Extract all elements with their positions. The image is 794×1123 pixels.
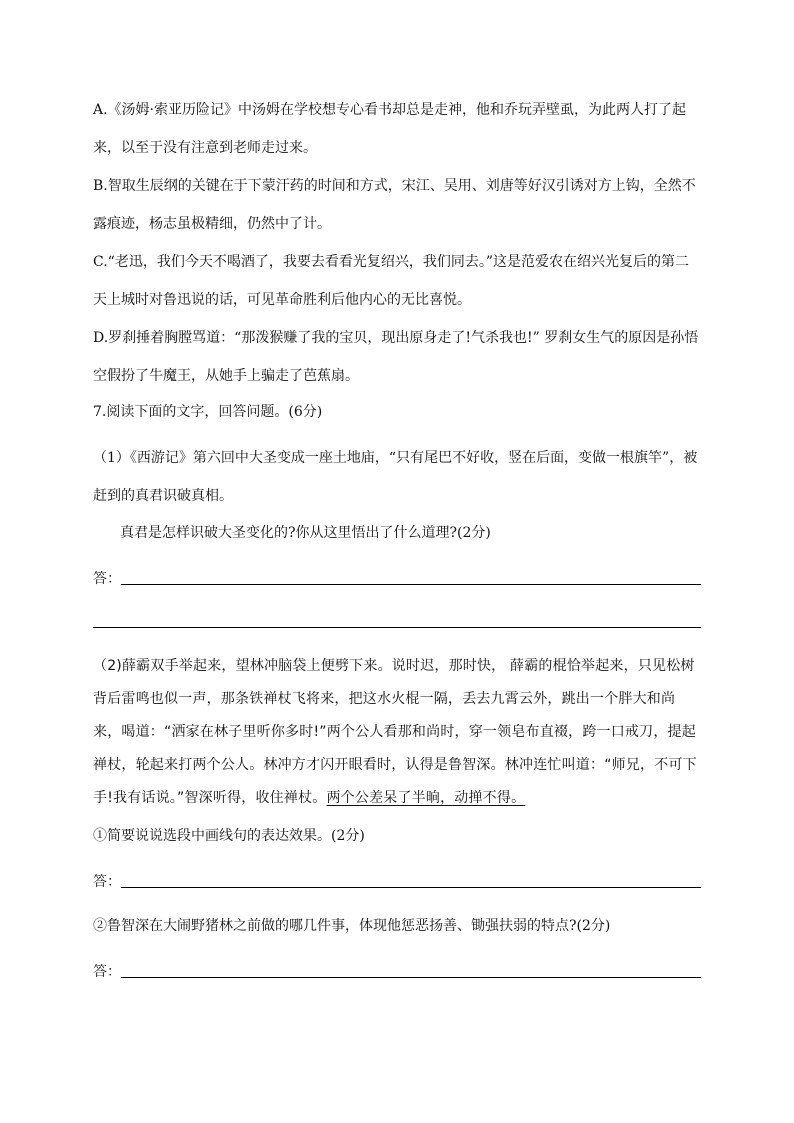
q7-part2-answer-2-field[interactable] xyxy=(93,962,701,982)
passage-text: （2)薛霸双手举起来，望林冲脑袋上便劈下来。说时迟，那时快， 薛霸的棍恰举起来，只见松树背后雷鸣也似一声，那条铁禅杖飞将来，把这水火棍一隔，丢去九霄云外，跳出一个胖大和尚来，喝道：“洒家在林子里听你多时!”两个公人看那和尚时，穿一领皂布直裰，跨一口戒刀，提起禅杖，轮起来打两个公人。林冲方才闪开眼看时，认得是鲁智深。林冲连忙叫道：“师兄，不可下手!我有话说。”智深听得，收住禅杖。 xyxy=(93,658,697,806)
answer-line xyxy=(121,977,701,978)
q7-part1-answer-field[interactable] xyxy=(93,569,701,589)
answer-line xyxy=(121,887,701,888)
option-b: B.智取生辰纲的关键在于下蒙汗药的时间和方式，宋江、吴用、刘唐等好汉引诱对方上钩，全然不露痕迹，杨志虽极精细，仍然中了计。 xyxy=(93,178,696,232)
answer-line xyxy=(121,584,701,585)
option-d: D.罗刹捶着胸膛骂道：“那泼猴赚了我的宝贝，现出原身走了!气杀我也!” 罗刹女生气的原因是孙悟空假扮了牛魔王，从她手上骗走了芭蕉扇。 xyxy=(93,330,699,384)
answer-label: 答： xyxy=(93,874,121,890)
q7-part1-answer-line-2[interactable] xyxy=(93,627,701,628)
answer-label: 答： xyxy=(93,964,121,980)
q7-part2-question-2: ②鲁智深在大闹野猪林之前做的哪几件事，体现他惩恶扬善、锄强扶弱的特点?(2分) xyxy=(93,918,611,934)
option-c: C.“老迅，我们今天不喝酒了，我要去看看光复绍兴，我们同去。”这是范爱农在绍兴光复后的第二天上城时对鲁迅说的话，可见革命胜利后他内心的无比喜悦。 xyxy=(93,254,689,308)
q7-part2-answer-1-field[interactable] xyxy=(93,872,701,892)
question-7-title: 7.阅读下面的文字，回答问题。(6分) xyxy=(93,404,323,420)
q7-part2-question-1: ①简要说说选段中画线句的表达效果。(2分) xyxy=(93,828,365,844)
underlined-sentence: 两个公差呆了半晌，动掸不得。 xyxy=(326,790,526,806)
q7-part1-question: 真君是怎样识破大圣变化的?你从这里悟出了什么道理?(2分) xyxy=(120,525,491,541)
q7-part2-passage xyxy=(93,650,701,815)
answer-label: 答： xyxy=(93,571,121,587)
q7-part1-passage: （1）《西游记》第六回中大圣变成一座土地庙，“只有尾巴不好收，竖在后面，变做一根旗竿”，被赶到的真君识破真相。 xyxy=(93,450,698,504)
option-a: A.《汤姆·索亚历险记》中汤姆在学校想专心看书却总是走神，他和乔玩弄壁虱，为此两人打了起来，以至于没有注意到老师走过来。 xyxy=(93,102,687,156)
